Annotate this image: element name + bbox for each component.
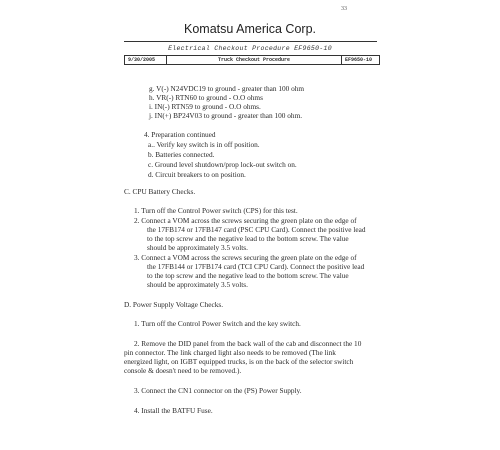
section-c-line: should be approximately 3.5 volts. [147, 243, 248, 252]
section-d-item: 2. Remove the DID panel from the back wall of the cab and disconnect the 10 [134, 339, 362, 348]
section-c-line: 1. Turn off the Control Power switch (CPS) for this test. [134, 206, 298, 215]
section-c-line: the 17FB144 or 17FB174 card (TCI CPU Card). Connect the positive lead [147, 262, 365, 271]
document-subtitle: Electrical Checkout Procedure EF9650-10 [168, 45, 332, 52]
header-doc-number: EF9650-10 [345, 57, 373, 63]
section-c-line: the 17FB174 or 17FB147 card (PSC CPU Card). Connect the positive lead [147, 225, 366, 234]
section-c-heading: C. CPU Battery Checks. [124, 187, 196, 196]
prep-heading: 4. Preparation continued [144, 130, 216, 139]
list-item: c. Ground level shutdown/prop lock-out switch on. [148, 160, 297, 169]
list-item: i. IN(-) RTN59 to ground - O.O ohms. [149, 102, 261, 111]
list-item: b. Batteries connected. [148, 150, 215, 159]
header-title: Truck Checkout Procedure [167, 56, 342, 64]
list-item: g. V(-) N24VDC19 to ground - greater than 100 ohm [149, 84, 305, 93]
section-c-line: to the top screw and the negative lead to the bottom screw. The value [147, 271, 349, 280]
list-item: d. Circuit breakers to on position. [148, 170, 246, 179]
section-d-item: pin connector. The link charged light also needs to be removed (The link [124, 348, 336, 357]
section-d-item: console & doesn't need to be removed.). [124, 366, 242, 375]
section-d-heading: D. Power Supply Voltage Checks. [124, 300, 224, 309]
list-item: h. VR(-) RTN60 to ground - O.O ohms [149, 93, 263, 102]
section-d-item: 3. Connect the CN1 connector on the (PS) Power Supply. [134, 386, 302, 395]
list-item: a.. Verify key switch is in off position. [148, 140, 260, 149]
title-rule [124, 41, 377, 42]
section-c-line: to the top screw and the negative lead to the bottom screw. The value [147, 234, 349, 243]
header-table [124, 55, 380, 65]
section-d-item: 4. Install the BATFU Fuse. [134, 406, 213, 415]
header-date: 9/30/2005 [125, 56, 167, 64]
section-d-item: energized light, on IGBT equipped trucks, is on the back of the selector switch [124, 357, 354, 366]
list-item: j. IN(+) BP24V03 to ground - greater than 100 ohm. [149, 111, 303, 120]
page-number: 33 [341, 6, 347, 12]
section-c-line: 2. Connect a VOM across the screws securing the green plate on the edge of [134, 216, 357, 225]
company-title: Komatsu America Corp. [184, 22, 316, 36]
section-c-line: should be approximately 3.5 volts. [147, 280, 248, 289]
section-d-item: 1. Turn off the Control Power Switch and the key switch. [134, 319, 301, 328]
section-c-line: 3. Connect a VOM across the screws securing the green plate on the edge of [134, 253, 357, 262]
